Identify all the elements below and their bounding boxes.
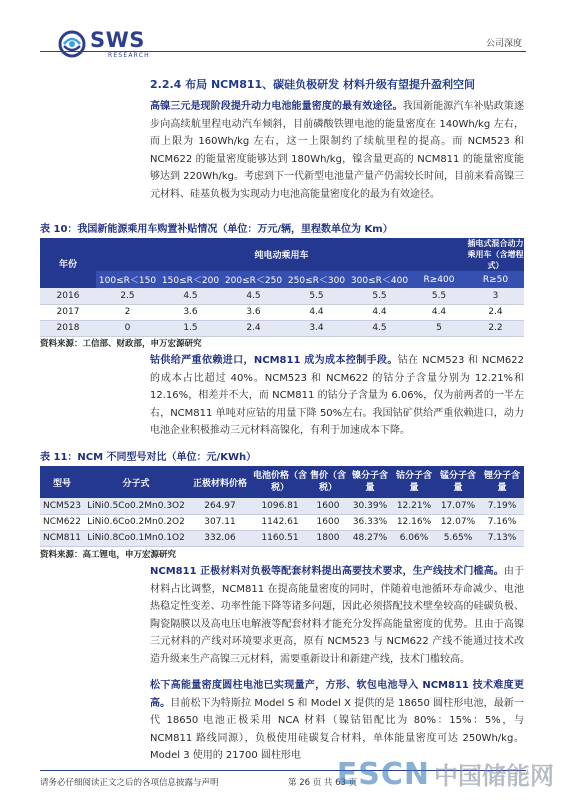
cell: 12.21%: [396, 500, 432, 511]
range-header: R≥50: [467, 271, 524, 288]
value-cell: 2.2: [488, 323, 503, 333]
value-cell: 2.4: [488, 307, 503, 317]
table-11-title: 表 11：NCM 不同型号对比（单位：元/KWh）: [40, 452, 257, 463]
cell: 6.06%: [399, 533, 429, 543]
paragraph-body: 目前松下为特斯拉 Model S 和 Model X 提供的是 18650 圆柱形电池，最新一代 18650 电池正极采用 NCA 材料（镍钴铝配比为 80%：15%：5%，与 NCM811 路线同源），负极使用硅碳复合材料，单体能量密度可达 250Wh/kg。Model 3 使用的 21700 圆柱形电: [150, 697, 524, 761]
paragraph-lead: 钴供给严重依赖进口，NCM811 成为成本控制手段。: [150, 355, 398, 366]
cell: 1160.51: [261, 533, 299, 543]
value-cell: 2.5: [120, 290, 135, 301]
header-selling-price: 售价（含税）: [308, 466, 348, 498]
value-cell: 3.4: [309, 323, 324, 333]
escn-watermark: [337, 756, 554, 792]
paragraph-ncm811-requirements: [150, 563, 524, 668]
paragraph-body: 由于材料占比调整，NCM811 在提高能量密度的同时，伴随着电池循环寿命减少、电池热稳定性变差、功率性能下降等诸多问题，因此必须搭配技术壁垒较高的硅碳负极、陶瓷隔膜以及高电压电解液等配套材料才能充分发挥高能量密度的优势。且由于高镍三元材料的产线对环境要求更高，原有 NCM523 与 NCM622 产线不能通过技术改造升级来生产高镍三元材料，需要重新设计和新建产线，技术门槛较高。: [150, 566, 524, 665]
value-cell: 2: [124, 307, 131, 317]
table-10-source: 资料来源：工信部、财政部，申万宏源研究: [40, 339, 202, 349]
cell: 1600: [316, 500, 340, 511]
table-row: [40, 320, 524, 336]
cell: 12.07%: [440, 517, 476, 527]
cell: LiNi0.8Co0.1Mn0.1O2: [87, 533, 185, 543]
sws-logo: [58, 26, 150, 62]
year-header: 年份: [40, 238, 96, 288]
value-cell: 3.6: [183, 307, 198, 317]
paragraph-high-nickel: [150, 98, 524, 203]
cell: 307.11: [204, 517, 236, 527]
table-row: [40, 304, 524, 320]
table-row: [40, 530, 524, 546]
year-cell: 2017: [56, 307, 80, 317]
value-cell: 1.5: [183, 323, 198, 333]
header-lithium: 锂分子含量: [480, 466, 524, 498]
value-cell: 4.4: [372, 307, 387, 317]
range-header: 300≤R＜400: [348, 271, 411, 288]
value-cell: 5: [436, 323, 442, 333]
paragraph-cobalt: [150, 352, 524, 440]
paragraph-panasonic: [150, 677, 524, 765]
cell: 332.06: [204, 533, 236, 543]
watermark-cn: 中国储能网: [434, 762, 554, 790]
paragraph-body: 我国新能源汽车补贴政策逐步向高续航里程电动汽车倾斜，目前磷酸铁锂电池的能量密度在 140Wh/kg 左右，而上限为 160Wh/kg 左右，这一上限制约了续航里程的提高。而 NCM523 和 NCM622 的能量密度能够达到 180Wh/kg，镍含量更高的 NCM811 的能量密度能够达到 220Wh/kg。考虑到下一代新型电池量产量产仍需较长时间，目前来看高镍三元材料、硅基负极为实现动力电池高能量密度化的最为有效途径。: [150, 101, 525, 200]
value-cell: 0: [124, 323, 131, 333]
year-cell: 2018: [56, 323, 80, 333]
cell: LiNi0.5Co0.2Mn0.3O2: [87, 500, 185, 511]
sws-globe-icon: [58, 30, 86, 58]
subsidy-table: [40, 238, 524, 337]
paragraph-body: 钴在 NCM523 和 NCM622 的成本占比超过 40%。NCM523 和 NCM622 的钴分子含量分别为 12.21%和 12.16%，相差并不大，而 NCM811 的钴分子含量为 6.06%，仅为前两者的一半左右，NCM811 单吨对应钴的用量下降 50%左右。我国钴矿供给严重依赖进口，动力电池企业积极推动三元材料高镍化，有利于加速成本下降。: [150, 355, 524, 436]
table-row: [40, 288, 524, 304]
cell: NCM622: [43, 517, 81, 527]
cell: 12.16%: [396, 517, 432, 527]
cell: 1142.61: [261, 517, 299, 527]
cell: 1800: [316, 533, 340, 543]
cell: NCM811: [43, 533, 81, 543]
value-cell: 4.5: [372, 323, 387, 333]
cell: 5.65%: [443, 533, 473, 543]
header-model: 型号: [40, 466, 84, 498]
cell: 30.39%: [352, 500, 388, 511]
paragraph-lead: NCM811 正极材料对负极等配套材料提出高要技术要求，生产线技术门槛高。: [150, 566, 504, 577]
cell: 264.97: [204, 500, 236, 511]
value-cell: 5.5: [431, 290, 447, 301]
value-cell: 3: [492, 290, 499, 301]
header-formula: 分子式: [84, 466, 188, 498]
range-header: 200≤R＜250: [222, 271, 285, 288]
cell: LiNi0.6Co0.2Mn0.2O2: [87, 517, 185, 527]
paragraph-lead: 高镍三元是现阶段提升动力电池能量密度的最有效途径。: [150, 101, 403, 112]
range-header: 150≤R＜200: [159, 271, 222, 288]
cell: 7.16%: [487, 517, 517, 527]
value-cell: 4.5: [183, 290, 198, 301]
logo-title: SWS: [90, 27, 145, 52]
cell: 1096.81: [261, 500, 299, 511]
header-nickel: 镍分子含量: [348, 466, 392, 498]
value-cell: 4.4: [431, 307, 447, 317]
section-heading: 2.2.4 布局 NCM811、碳硅负极研发 材料升级有望提升盈利空间: [150, 78, 475, 91]
cell: 17.07%: [440, 500, 476, 511]
logo-subtitle: RESEARCH: [108, 51, 150, 59]
paragraph-lead: 松下高能量密度圆柱电池已实现量产，方形、软包电池导入 NCM811 技术难度更高。: [150, 680, 524, 709]
header-battery-price: 电池价格（含税）: [252, 466, 308, 498]
value-cell: 2.4: [246, 323, 261, 333]
range-header: R≥400: [411, 271, 467, 288]
cell: 1600: [316, 517, 340, 527]
footer-disclaimer: 请务必仔细阅读正文之后的各项信息披露与声明: [40, 778, 219, 788]
table-10-title: 表 10：我国新能源乘用车购置补贴情况（单位：万元/辆，里程数单位为 Km）: [40, 224, 393, 235]
watermark-en: ESCN: [336, 757, 430, 792]
cell: 48.27%: [352, 533, 388, 543]
range-header: 250≤R＜300: [285, 271, 348, 288]
ncm-comparison-table: [40, 466, 524, 547]
phev-group-header: 插电式混合动力乘用车（含增程式）: [467, 239, 524, 270]
range-header: 100≤R＜150: [96, 271, 159, 288]
value-cell: 5.5: [309, 290, 324, 301]
bev-group-header: 纯电动乘用车: [96, 238, 467, 271]
report-type-label: 公司深度: [485, 39, 522, 49]
year-cell: 2016: [56, 290, 80, 301]
value-cell: 4.5: [246, 290, 261, 301]
cell: 36.33%: [352, 517, 388, 527]
table-11-source: 资料来源：高工锂电，申万宏源研究: [40, 550, 177, 560]
cell: 7.19%: [487, 500, 517, 511]
header-divider: [40, 51, 526, 52]
value-cell: 5.5: [372, 290, 387, 301]
cell: 7.13%: [487, 533, 517, 543]
value-cell: 4.4: [309, 307, 324, 317]
header-cobalt: 钴分子含量: [392, 466, 436, 498]
header-cathode-price: 正极材料价格: [188, 466, 252, 498]
header-manganese: 锰分子含量: [436, 466, 480, 498]
table-row: [40, 514, 524, 530]
page-number: 第 26 页 共 63 页: [288, 778, 358, 788]
value-cell: 3.6: [246, 307, 261, 317]
cell: NCM523: [43, 500, 81, 511]
table-row: [40, 498, 524, 514]
